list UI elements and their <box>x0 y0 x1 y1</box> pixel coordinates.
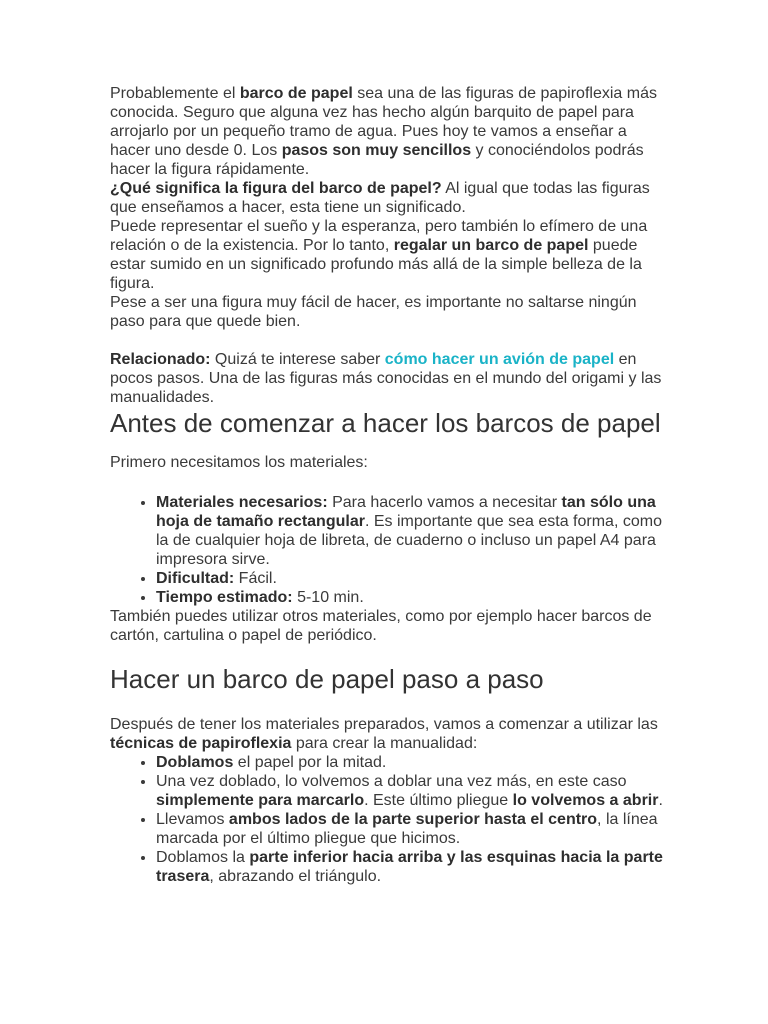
steps-lead: Después de tener los materiales preparados, vamos a comenzar a utilizar las técnicas de papiroflexia para crear la manualidad: <box>110 716 658 752</box>
step-item: • Llevamos ambos lados de la parte superior hasta el centro, la línea marcada por el último pliegue que hicimos. <box>156 810 670 848</box>
materials-list-item: • Tiempo estimado: 5-10 min. <box>156 588 670 607</box>
bold-text: Tiempo estimado: <box>156 589 293 606</box>
materials-list-item: • Dificultad: Fácil. <box>156 569 670 588</box>
bold-text: Relacionado: <box>110 351 211 368</box>
bold-text: barco de papel <box>239 85 353 102</box>
bold-text: Doblamos <box>156 754 234 771</box>
materials-lead: Primero necesitamos los materiales: <box>110 454 368 471</box>
step-item: • Una vez doblado, lo volvemos a doblar una vez más, en este caso simplemente para marcarlo. Este último pliegue lo volvemos a abrir. <box>156 772 670 810</box>
bold-text: ambos lados de la parte superior hasta el centro <box>228 811 598 828</box>
bold-text: ¿Qué significa la figura del barco de papel? <box>110 180 442 197</box>
meaning-question-paragraph: ¿Qué significa la figura del barco de papel? Al igual que todas las figuras que enseñamos a hacer, esta tiene un significado. <box>110 180 650 216</box>
step-item: • Doblamos la parte inferior hacia arriba y las esquinas hacia la parte trasera, abrazando el triángulo. <box>156 848 670 886</box>
alternative-materials-paragraph: También puedes utilizar otros materiales, como por ejemplo hacer barcos de cartón, cartulina o papel de periódico. <box>110 608 652 644</box>
article-body <box>110 84 670 886</box>
bold-text: Materiales necesarios: <box>156 494 328 511</box>
related-article-link[interactable]: cómo hacer un avión de papel <box>384 351 615 368</box>
bold-text: parte inferior hacia arriba y las esquinas hacia la parte trasera <box>156 849 663 885</box>
bold-text: lo volvemos a abrir <box>512 792 659 809</box>
section-heading-before-starting: Antes de comenzar a hacer los barcos de papel <box>110 408 661 438</box>
bold-text: técnicas de papiroflexia <box>110 735 292 752</box>
meaning-paragraph: Puede representar el sueño y la esperanza, pero también lo efímero de una relación o de la existencia. Por lo tanto, regalar un barco de papel puede estar sumido en un significado profundo más allá de la simple belleza de la figura. <box>110 218 648 292</box>
related-paragraph: Relacionado: Quizá te interese saber cómo hacer un avión de papel en pocos pasos. Una de las figuras más conocidas en el mundo del origami y las manualidades. <box>110 351 662 406</box>
materials-list <box>110 493 670 607</box>
section-heading-step-by-step: Hacer un barco de papel paso a paso <box>110 664 544 694</box>
steps-list <box>110 753 670 886</box>
bold-text: regalar un barco de papel <box>393 237 589 254</box>
bold-text: Dificultad: <box>156 570 235 587</box>
bold-text: pasos son muy sencillos <box>281 142 472 159</box>
intro-paragraph: Probablemente el barco de papel sea una de las figuras de papiroflexia más conocida. Seguro que alguna vez has hecho algún barquito de papel para arrojarlo por un pequeño tramo de agua. Pues hoy te vamos a enseñar a hacer uno desde 0. Los pasos son muy sencillos y conociéndolos podrás hacer la figura rápidamente. <box>110 85 657 178</box>
materials-list-item: • Materiales necesarios: Para hacerlo vamos a necesitar tan sólo una hoja de tamaño rectangular. Es importante que sea esta forma, como la de cualquier hoja de libreta, de cuaderno o incluso un papel A4 para impresora sirve. <box>156 493 670 569</box>
step-item: • Doblamos el papel por la mitad. <box>156 753 670 772</box>
bold-text: tan sólo una hoja de tamaño rectangular <box>156 494 656 530</box>
advice-paragraph: Pese a ser una figura muy fácil de hacer, es importante no saltarse ningún paso para que quede bien. <box>110 294 637 330</box>
bold-text: simplemente para marcarlo <box>156 792 365 809</box>
